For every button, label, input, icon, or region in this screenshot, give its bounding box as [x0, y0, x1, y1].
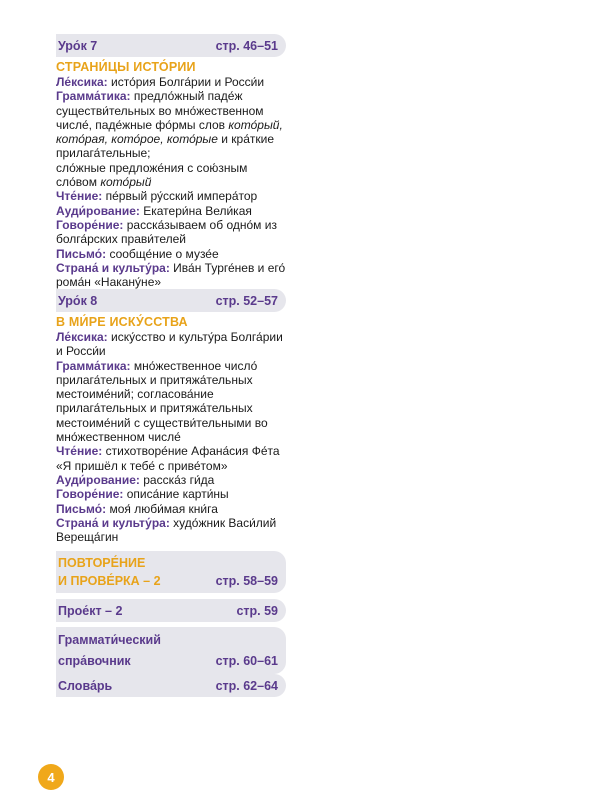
project-bar: [56, 599, 286, 622]
lesson-8-reading: Чте́ние: стихотворе́ние Афана́сия Фе́та «Я пришёл к тебе́ с приве́том»: [56, 444, 280, 473]
page-number: 4: [38, 764, 64, 790]
dictionary-bar: [56, 674, 286, 697]
lesson-8-culture: Страна́ и культу́ра: худо́жник Васи́лий Вереща́гин: [56, 515, 277, 545]
lesson-7-writing: Письмо́: сообще́ние о музе́е: [56, 246, 219, 261]
review-line-1: ПОВТОРЕ́НИЕ: [58, 556, 146, 570]
lesson-7-listening: Ауди́рование: Екатери́на Вели́кая: [56, 203, 252, 218]
lesson-8-section: [56, 289, 286, 544]
lesson-8-header[interactable]: [56, 289, 286, 312]
grammar-ref-line-2: спра́вочник: [58, 654, 131, 668]
lesson-7-lexis: Ле́ксика: исто́рия Болга́рии и Росси́и: [56, 75, 265, 89]
lesson-7-header[interactable]: [56, 34, 286, 57]
project-section[interactable]: [56, 599, 286, 622]
dictionary-label: Слова́рь: [58, 678, 113, 693]
review-pages: стр. 58–59: [215, 574, 278, 588]
review-block: [56, 551, 286, 593]
dictionary-pages: стр. 62–64: [215, 678, 278, 693]
lesson-8-title: В МИ́РЕ ИСКУ́ССТВА: [56, 315, 188, 329]
grammar-ref-block: [56, 627, 286, 674]
lesson-8-grammar: Грамма́тика: мно́жественное число́ прилага́тельных и притяжа́тельных местоиме́ний; согласова́ние прилага́тельных и притяжа́тельных местоиме́ний с существи́тельными во мно́жественном числе́: [56, 358, 268, 445]
lesson-7-label: Уро́к 7: [58, 38, 98, 53]
review-line-2: И ПРОВЕ́РКА – 2: [58, 574, 161, 588]
lesson-8-label: Уро́к 8: [58, 293, 98, 308]
review-section[interactable]: [56, 551, 286, 593]
lesson-7-grammar: Грамма́тика: предло́жный паде́ж существи́тельных во мно́жественном числе́, паде́жные фо́рмы слов кото́рый, кото́рая, кото́рое, кото́рые и кра́ткие прилага́тельные;: [56, 89, 283, 161]
grammar-ref-section[interactable]: [56, 627, 286, 674]
dictionary-section[interactable]: [56, 674, 286, 697]
lesson-8-speaking: Говоре́ние: описа́ние карти́ны: [56, 487, 229, 502]
lesson-8-writing: Письмо́: моя́ люби́мая кни́га: [56, 501, 218, 516]
lesson-8-lexis: Ле́ксика: иску́сство и культу́ра Болга́рии и Росси́и: [56, 330, 283, 359]
lesson-7-reading: Чте́ние: пе́рвый ру́сский импера́тор: [56, 189, 258, 204]
lesson-7-culture: Страна́ и культу́ра: Ива́н Турге́нев и его́ рома́н «Накану́не»: [56, 260, 286, 290]
lesson-7-section: [56, 34, 286, 289]
project-label: Прое́кт – 2: [58, 603, 123, 618]
grammar-ref-pages: стр. 60–61: [215, 654, 278, 668]
lesson-7-complex: сло́жные предложе́ния с сою́зным сло́вом кото́рый: [56, 160, 248, 190]
grammar-ref-line-1: Граммати́ческий: [58, 633, 161, 647]
lesson-8-pages: стр. 52–57: [215, 293, 278, 308]
lesson-7-speaking: Говоре́ние: расска́зываем об одно́м из болга́рских прави́телей: [56, 217, 277, 247]
lesson-8-listening: Ауди́рование: расска́з ги́да: [56, 472, 215, 487]
lesson-7-title: СТРАНИ́ЦЫ ИСТО́РИИ: [56, 60, 196, 74]
lesson-7-pages: стр. 46–51: [215, 38, 278, 53]
project-pages: стр. 59: [236, 603, 278, 618]
